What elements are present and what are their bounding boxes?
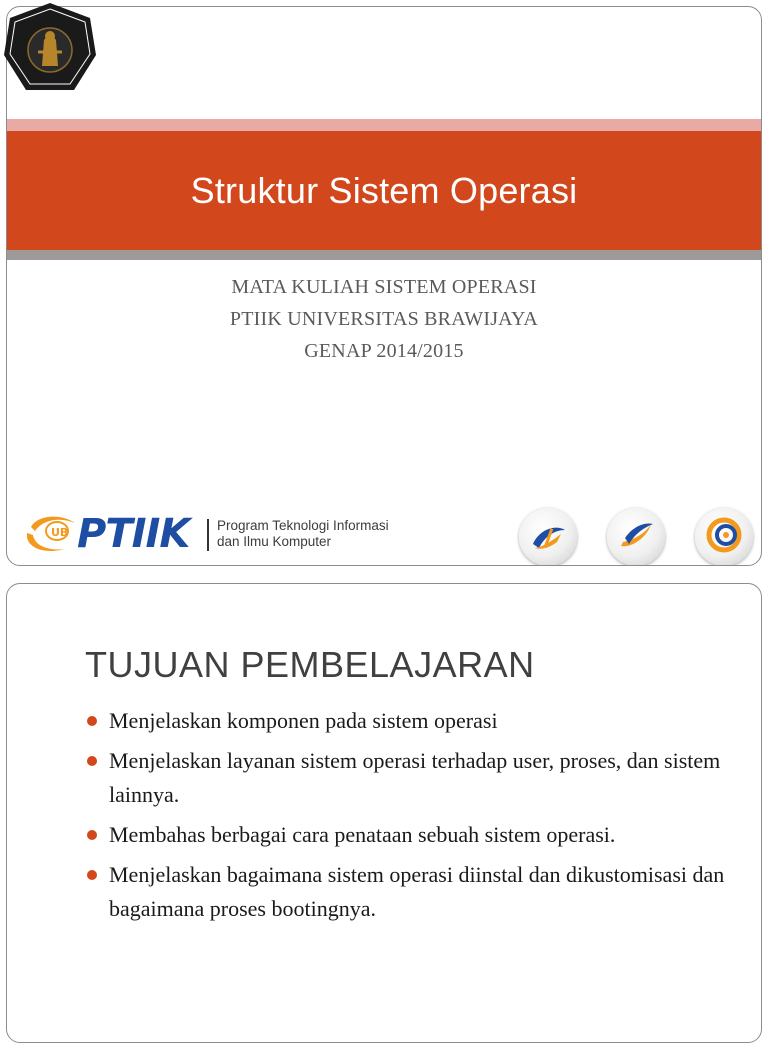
slide-subtitle (7, 271, 761, 367)
list-item-text: Menjelaskan bagaimana sistem operasi diinstal dan dikustomisasi dan bagaimana proses bootingnya. (109, 862, 725, 921)
subtitle-line: MATA KULIAH SISTEM OPERASI (231, 276, 537, 298)
ub-mark: UB (51, 526, 69, 539)
objectives-list (85, 704, 735, 932)
ptiik-tagline-line: dan Ilmu Komputer (217, 534, 332, 549)
ub-swoosh-icon (21, 507, 81, 563)
slide-heading: TUJUAN PEMBELAJARAN (85, 644, 535, 685)
title-slide (6, 6, 762, 566)
subtitle-line: GENAP 2014/2015 (304, 340, 464, 362)
list-item (85, 704, 735, 738)
sistem-informasi-badge-icon (607, 508, 665, 566)
logo-divider (207, 519, 209, 551)
sistem-komputer-badge-icon (695, 508, 753, 566)
objectives-slide (6, 583, 762, 1043)
bullet-dot-icon (87, 830, 97, 840)
accent-band-top (7, 119, 761, 131)
bullet-dot-icon (87, 756, 97, 766)
ptiik-tagline-line: Program Teknologi Informasi (217, 518, 389, 533)
university-seal-icon (0, 0, 100, 100)
ptiik-logo (21, 507, 401, 563)
list-item (85, 818, 735, 852)
list-item (85, 858, 735, 926)
slide-title: Struktur Sistem Operasi (190, 169, 578, 211)
list-item-text: Membahas berbagai cara penataan sebuah sistem operasi. (109, 822, 616, 847)
list-item-text: Menjelaskan layanan sistem operasi terhadap user, proses, dan sistem lainnya. (109, 748, 721, 807)
bullet-dot-icon (87, 716, 97, 726)
accent-band-bottom (7, 250, 761, 260)
list-item-text: Menjelaskan komponen pada sistem operasi (109, 708, 498, 733)
bullet-dot-icon (87, 870, 97, 880)
title-band (7, 131, 761, 250)
ptiik-wordmark: PTIIK (77, 511, 190, 557)
list-item (85, 744, 735, 812)
informatika-badge-icon (519, 508, 577, 566)
subtitle-line: PTIIK UNIVERSITAS BRAWIJAYA (229, 308, 539, 330)
ptiik-tagline (217, 518, 389, 550)
